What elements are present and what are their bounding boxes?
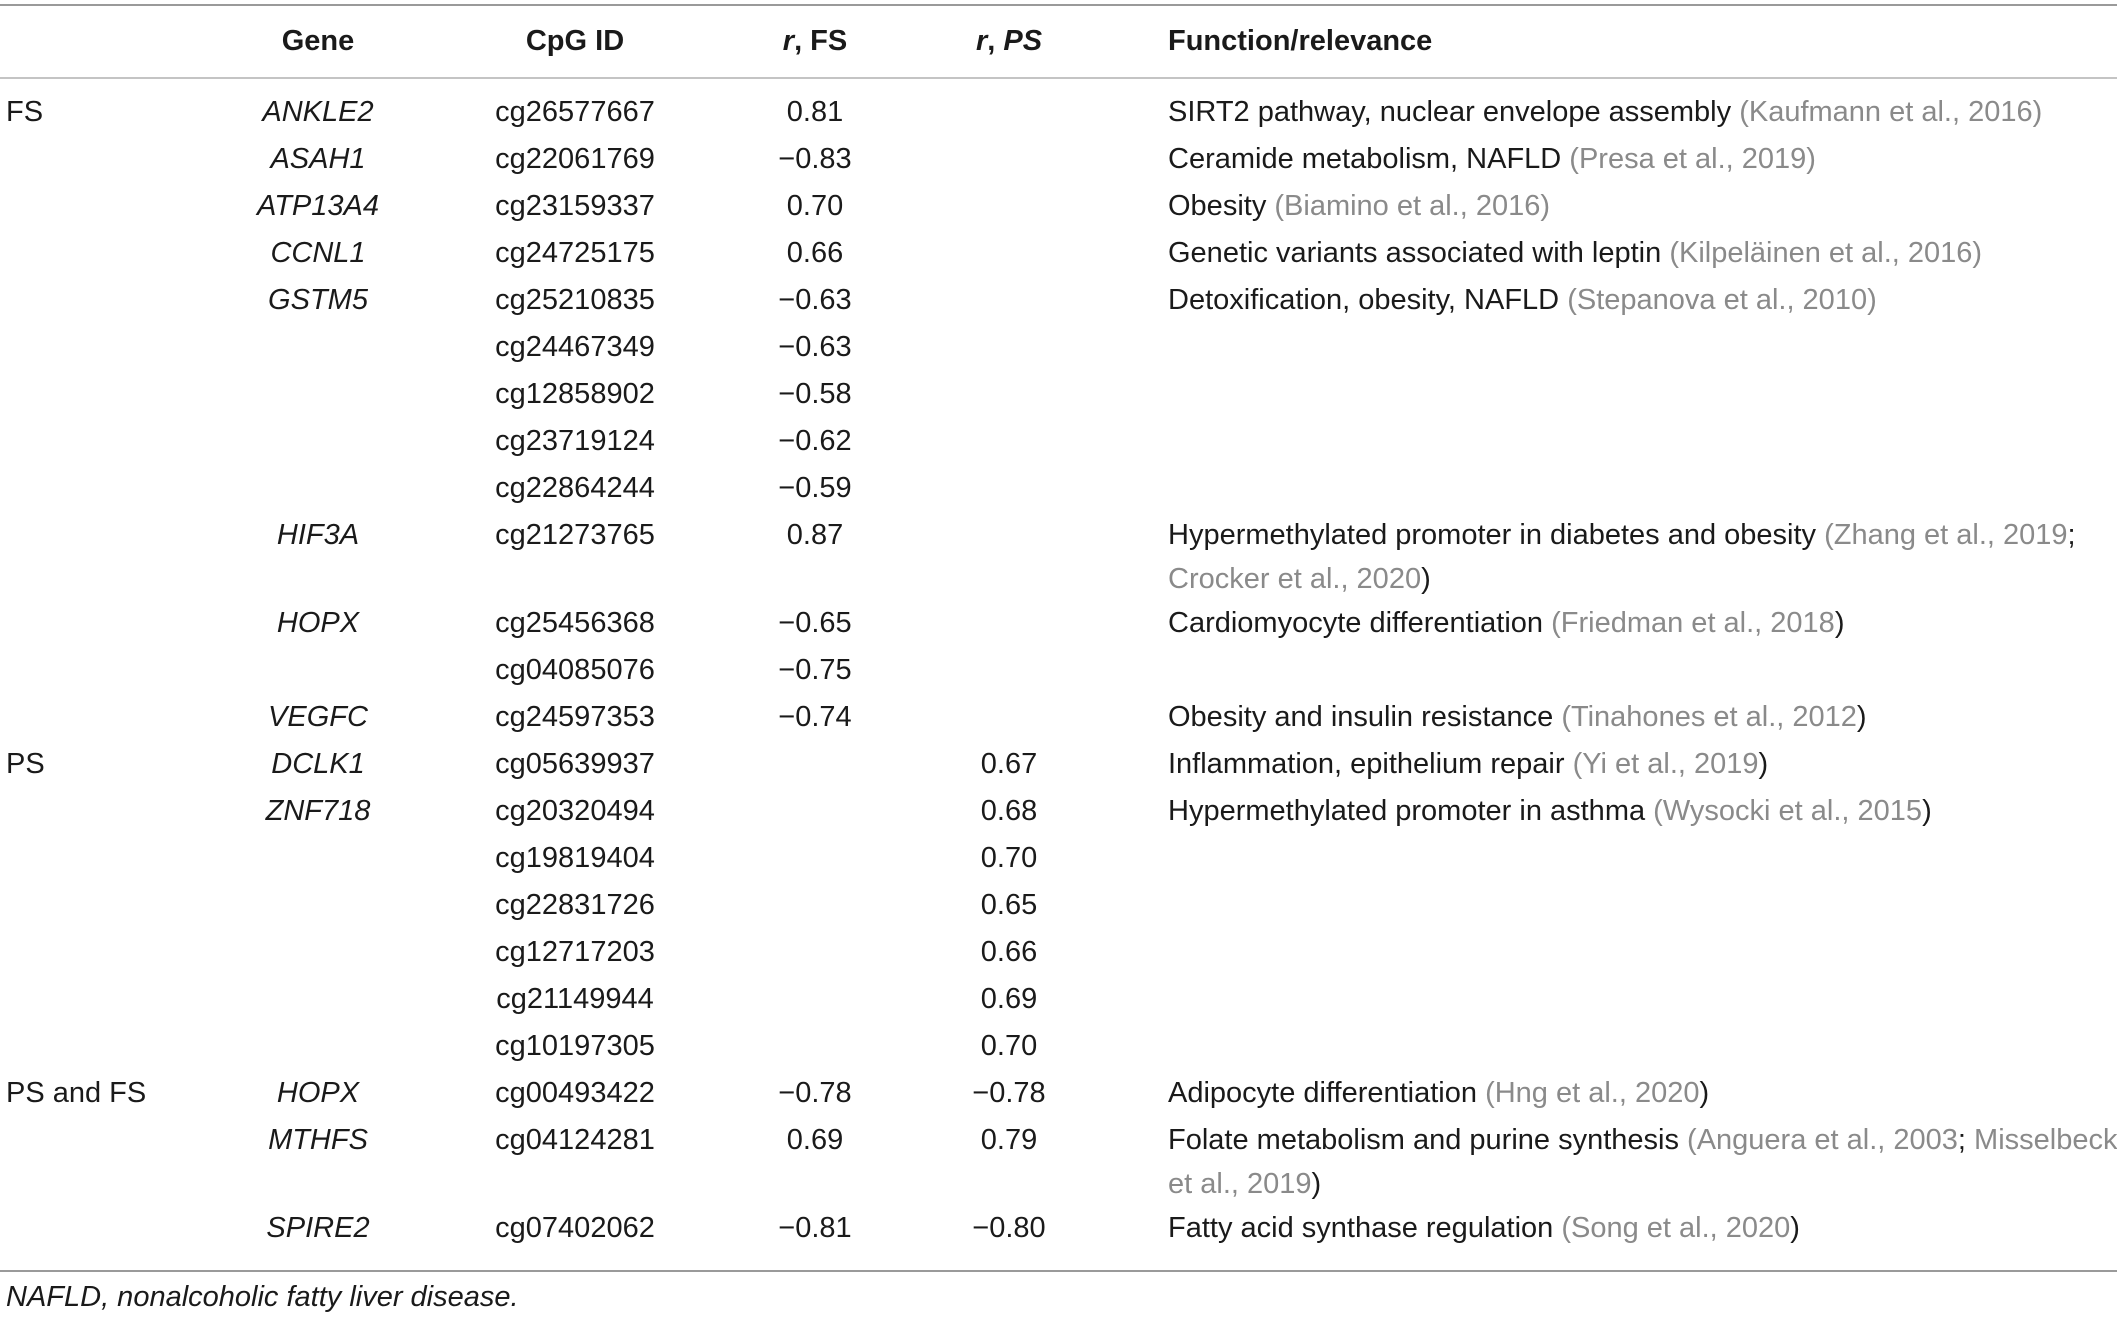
cpg-id: cg04085076 <box>495 654 655 686</box>
cpg-id: cg21273765 <box>495 519 655 551</box>
r-fs-value: 0.81 <box>786 96 844 128</box>
cpg-id: cg22864244 <box>495 472 655 504</box>
bottom-rule <box>0 1270 2117 1272</box>
citation: (Hng et al., 2020 <box>1485 1077 1700 1109</box>
function-description: Fatty acid synthase regulation <box>1168 1212 1562 1244</box>
function-description: Cardiomyocyte differentiation <box>1168 607 1552 639</box>
column-header-r-fs <box>783 21 847 61</box>
citation-separator: ; <box>1957 1124 1975 1156</box>
citation-close: ) <box>1790 1212 1800 1244</box>
cpg-id: cg04124281 <box>495 1124 655 1156</box>
cpg-id: cg12858902 <box>495 378 655 410</box>
gene-name: CCNL1 <box>270 237 366 269</box>
citation-close: ) <box>1834 607 1845 639</box>
citation-close: ) <box>1311 1168 1322 1200</box>
citation-close: ) <box>1856 701 1867 733</box>
function-text-continued <box>1168 559 1431 599</box>
citation: (Friedman et al., 2018 <box>1551 607 1835 639</box>
header-rule <box>0 77 2117 79</box>
cpg-id: cg12717203 <box>495 936 655 968</box>
function-text <box>1168 603 1844 643</box>
r-fs-value: −0.63 <box>778 331 852 363</box>
function-text <box>1168 1073 1709 1113</box>
r-ps-value: 0.69 <box>980 983 1038 1015</box>
citation: Misselbeck <box>1974 1124 2117 1156</box>
function-description: Genetic variants associated with leptin <box>1168 237 1670 269</box>
function-text <box>1168 1208 1800 1248</box>
r-fs-label: , FS <box>794 25 848 57</box>
r-fs-value: 0.87 <box>786 519 844 551</box>
citation: (Kilpeläinen et al., 2016) <box>1669 237 1983 269</box>
citation: (Stepanova et al., 2010) <box>1567 284 1877 316</box>
citation: (Yi et al., 2019 <box>1572 748 1759 780</box>
cpg-id: cg26577667 <box>495 96 655 128</box>
gene-name: HIF3A <box>276 519 360 551</box>
function-text <box>1168 139 1816 179</box>
function-description: Detoxification, obesity, NAFLD <box>1168 284 1568 316</box>
function-text <box>1168 744 1768 784</box>
citation-close: ) <box>1758 748 1769 780</box>
cpg-id: cg23719124 <box>495 425 655 457</box>
function-description: SIRT2 pathway, nuclear envelope assembly <box>1168 96 1740 128</box>
citation-close: ) <box>1421 563 1431 595</box>
citation-separator: ; <box>2067 519 2076 551</box>
gene-name: DCLK1 <box>271 748 365 780</box>
cpg-id: cg24467349 <box>495 331 655 363</box>
r-fs-value: −0.75 <box>778 654 852 686</box>
function-description: Obesity <box>1168 190 1275 222</box>
function-description: Inflammation, epithelium repair <box>1168 748 1573 780</box>
citation: (Presa et al., 2019) <box>1569 143 1816 175</box>
gene-name: ASAH1 <box>270 143 366 175</box>
r-fs-value: −0.62 <box>778 425 852 457</box>
gene-name: ANKLE2 <box>262 96 374 128</box>
r-fs-value: −0.83 <box>778 143 852 175</box>
r-fs-value: −0.63 <box>778 284 852 316</box>
citation-close: ) <box>1699 1077 1710 1109</box>
r-ps-value: 0.68 <box>980 795 1038 827</box>
cpg-id: cg25456368 <box>495 607 655 639</box>
group-label: PS and FS <box>6 1077 147 1109</box>
r-fs-value: −0.59 <box>778 472 852 504</box>
function-description: Hypermethylated promoter in diabetes and obesity <box>1168 519 1825 551</box>
r-ps-label: PS <box>1003 25 1043 57</box>
gene-name: ZNF718 <box>265 795 371 827</box>
cpg-id: cg19819404 <box>495 842 655 874</box>
gene-name: ATP13A4 <box>257 190 379 222</box>
function-text <box>1168 186 1550 226</box>
cpg-id: cg20320494 <box>495 795 655 827</box>
function-text <box>1168 515 2076 555</box>
gene-name: SPIRE2 <box>266 1212 370 1244</box>
r-fs-value: −0.58 <box>778 378 852 410</box>
r-ps-value: −0.78 <box>972 1077 1046 1109</box>
r-symbol: r <box>975 25 988 57</box>
table-footnote: NAFLD, nonalcoholic fatty liver disease. <box>6 1281 519 1313</box>
cpg-id: cg23159337 <box>495 190 655 222</box>
r-fs-value: 0.69 <box>786 1124 844 1156</box>
group-label: PS <box>6 748 45 780</box>
r-ps-sep: , <box>987 25 1004 57</box>
citation: (Song et al., 2020 <box>1561 1212 1791 1244</box>
cpg-id: cg00493422 <box>495 1077 655 1109</box>
column-header-function: Function/relevance <box>1168 25 1433 57</box>
cpg-id: cg25210835 <box>495 284 655 316</box>
r-fs-value: −0.65 <box>778 607 852 639</box>
function-text <box>1168 92 2042 132</box>
cpg-id: cg22061769 <box>495 143 655 175</box>
citation-close: ) <box>1922 795 1932 827</box>
gene-name: MTHFS <box>268 1124 368 1156</box>
cpg-id: cg05639937 <box>495 748 655 780</box>
r-fs-value: 0.70 <box>786 190 844 222</box>
column-header-cpg-id: CpG ID <box>525 25 625 57</box>
r-fs-value: −0.78 <box>778 1077 852 1109</box>
r-ps-value: 0.65 <box>980 889 1038 921</box>
function-description: Folate metabolism and purine synthesis <box>1168 1124 1688 1156</box>
citation: (Kaufmann et al., 2016) <box>1739 96 2043 128</box>
citation: et al., 2019 <box>1168 1168 1312 1200</box>
function-description: Hypermethylated promoter in asthma <box>1168 795 1654 827</box>
r-ps-value: 0.67 <box>980 748 1038 780</box>
citation: (Anguera et al., 2003 <box>1687 1124 1958 1156</box>
function-text-continued <box>1168 1164 1321 1204</box>
function-description: Ceramide metabolism, NAFLD <box>1168 143 1570 175</box>
gene-name: HOPX <box>276 607 360 639</box>
cpg-id: cg10197305 <box>495 1030 655 1062</box>
column-header-gene: Gene <box>281 25 355 57</box>
r-ps-value: −0.80 <box>972 1212 1046 1244</box>
r-ps-value: 0.79 <box>980 1124 1038 1156</box>
citation: (Tinahones et al., 2012 <box>1561 701 1857 733</box>
function-text <box>1168 791 1932 831</box>
cpg-id: cg07402062 <box>495 1212 655 1244</box>
r-ps-value: 0.70 <box>980 842 1038 874</box>
r-symbol: r <box>782 25 795 57</box>
r-fs-value: −0.81 <box>778 1212 852 1244</box>
cpg-id: cg22831726 <box>495 889 655 921</box>
function-text <box>1168 280 1877 320</box>
r-ps-value: 0.66 <box>980 936 1038 968</box>
top-rule <box>0 4 2117 6</box>
column-header-r-ps <box>976 21 1042 61</box>
cpg-id: cg24725175 <box>495 237 655 269</box>
r-ps-value: 0.70 <box>980 1030 1038 1062</box>
citation: (Biamino et al., 2016) <box>1274 190 1551 222</box>
function-text <box>1168 697 1867 737</box>
function-description: Adipocyte differentiation <box>1168 1077 1486 1109</box>
function-text <box>1168 233 1982 273</box>
r-fs-value: 0.66 <box>786 237 844 269</box>
function-description: Obesity and insulin resistance <box>1168 701 1562 733</box>
r-fs-value: −0.74 <box>778 701 852 733</box>
citation: (Wysocki et al., 2015 <box>1653 795 1923 827</box>
cpg-id: cg21149944 <box>496 983 654 1015</box>
cpg-id: cg24597353 <box>495 701 655 733</box>
function-text <box>1168 1120 2117 1160</box>
citation: Crocker et al., 2020 <box>1168 563 1422 595</box>
gene-name: VEGFC <box>268 701 368 733</box>
citation: (Zhang et al., 2019 <box>1824 519 2068 551</box>
group-label: FS <box>6 96 44 128</box>
gene-name: GSTM5 <box>268 284 368 316</box>
gene-name: HOPX <box>276 1077 360 1109</box>
